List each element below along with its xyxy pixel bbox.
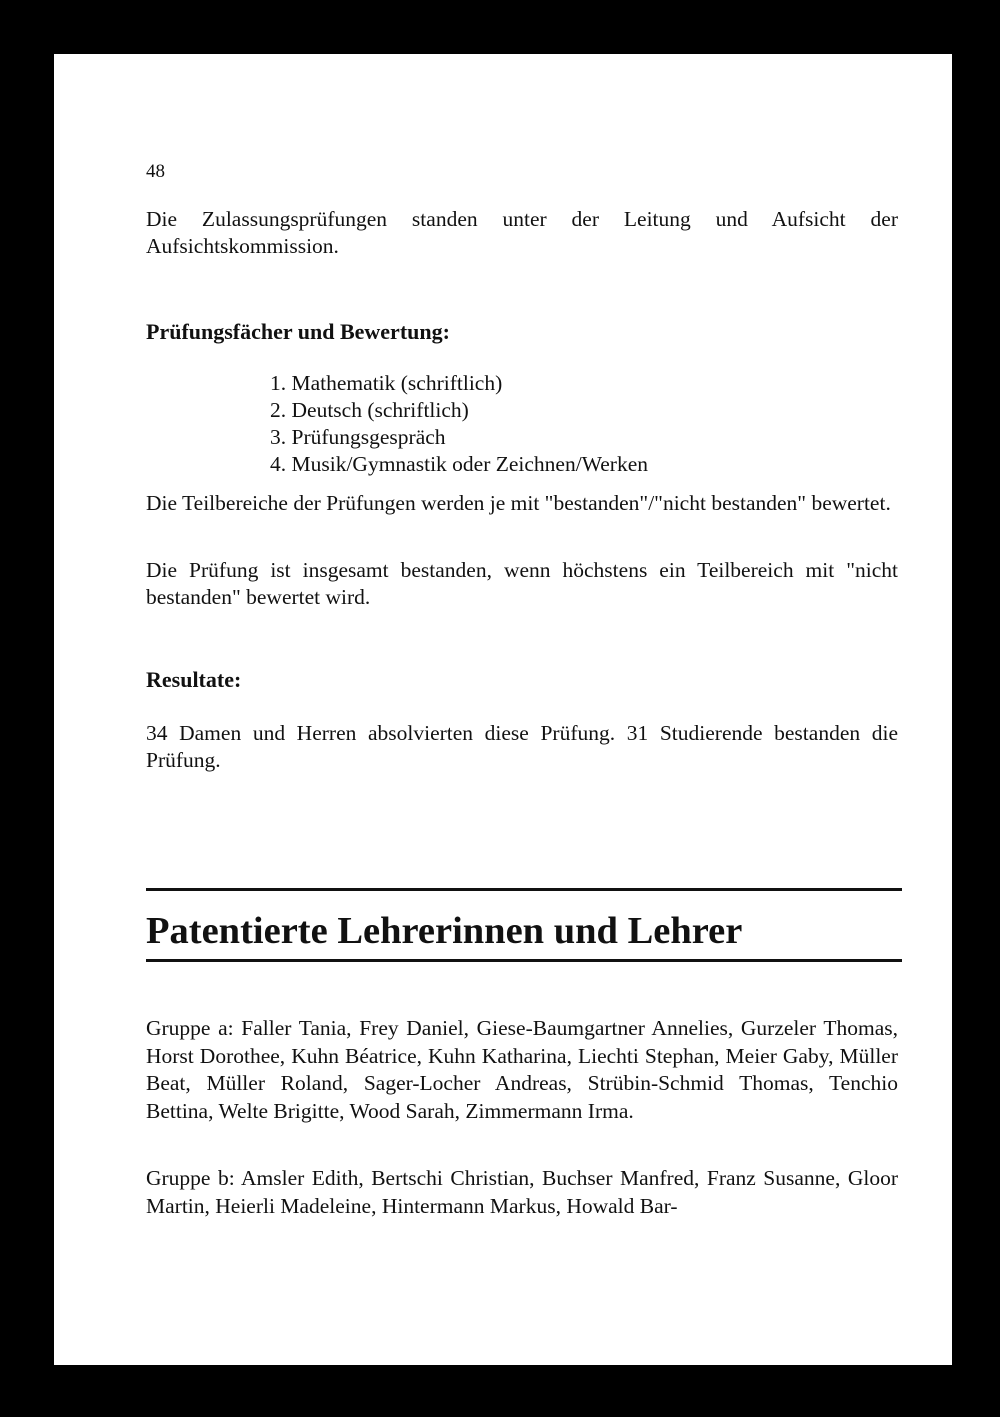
page-number: 48 [146, 161, 165, 182]
group-a-paragraph: Gruppe a: Faller Tania, Frey Daniel, Giese-Baumgartner Annelies, Gurzeler Thomas, Horst Dorothee, Kuhn Béatrice, Kuhn Katharina, Liechti Stephan, Meier Gaby, Müller Beat, Müller Roland, Sager-Locher Andreas, Strübin-Schmid Thomas, Tenchio Bettina, Welte Brigitte, Wood Sarah, Zimmermann Irma. [146, 1016, 898, 1123]
section-heading-subjects: Prüfungsfächer und Bewertung: [146, 319, 450, 344]
section-heading-results: Resultate: [146, 667, 242, 692]
intro-paragraph: Die Zulassungsprüfungen standen unter der Leitung und Aufsicht der Aufsichtskommission. [146, 207, 898, 258]
list-item: 2. Deutsch (schriftlich) [270, 398, 469, 422]
list-item: 3. Prüfungsgespräch [270, 425, 446, 449]
group-b-paragraph: Gruppe b: Amsler Edith, Bertschi Christian, Buchser Manfred, Franz Susanne, Gloor Martin, Heierli Madeleine, Hintermann Markus, Howald Bar- [146, 1166, 898, 1218]
list-item: 1. Mathematik (schriftlich) [270, 371, 503, 395]
passing-paragraph: Die Prüfung ist insgesamt bestanden, wenn höchstens ein Teilbereich mit "nicht bestanden" bewertet wird. [146, 558, 898, 609]
results-paragraph: 34 Damen und Herren absolvierten diese Prüfung. 31 Studierende bestanden die Prüfung. [146, 721, 898, 772]
rating-paragraph: Die Teilbereiche der Prüfungen werden je mit "bestanden"/"nicht bestanden" bewertet. [146, 491, 891, 515]
document-page [54, 54, 952, 1365]
title-top-rule [146, 888, 902, 891]
list-item: 4. Musik/Gymnastik oder Zeichnen/Werken [270, 452, 649, 476]
subjects-list [270, 370, 648, 478]
title-bottom-rule [146, 959, 902, 962]
section-title: Patentierte Lehrerinnen und Lehrer [146, 910, 743, 952]
